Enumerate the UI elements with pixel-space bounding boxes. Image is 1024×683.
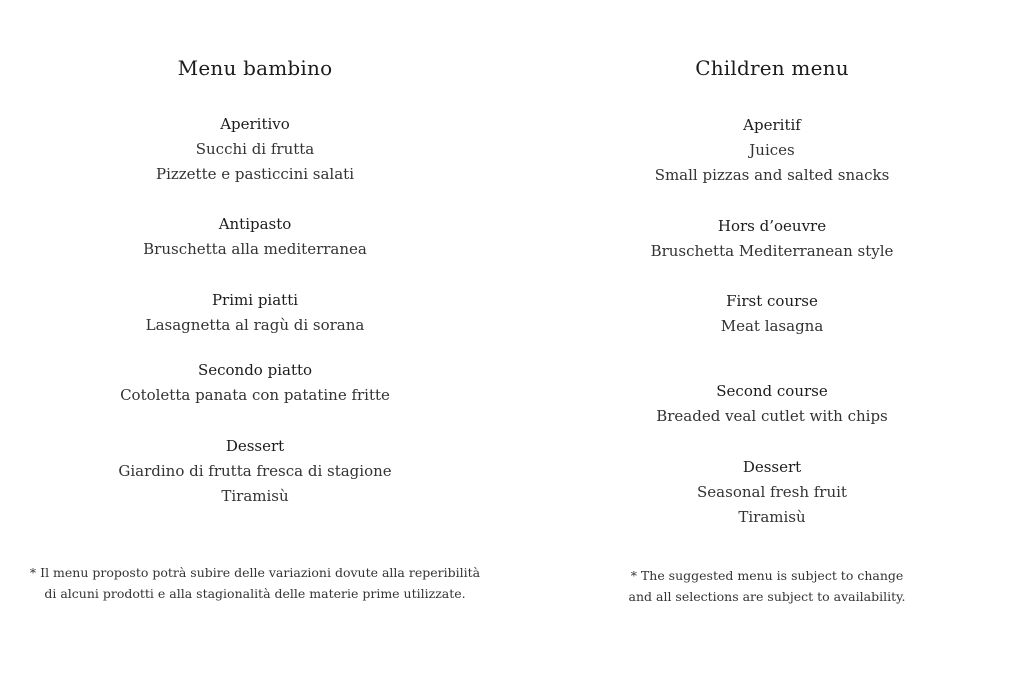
note-line: and all selections are subject to availability. — [628, 589, 906, 604]
section-title: Second course — [716, 382, 828, 400]
section-title: Aperitivo — [220, 115, 290, 133]
menu-item: Bruschetta Mediterranean style — [650, 242, 894, 260]
section-title: Primi piatti — [211, 291, 299, 309]
english-availability-note — [504, 565, 1024, 607]
english-menu-title: Children menu — [695, 56, 849, 80]
english-section-second-course — [514, 379, 1024, 429]
italian-menu-title: Menu bambino — [177, 56, 333, 80]
note-line: * The suggested menu is subject to change — [630, 568, 904, 583]
section-title: Secondo piatto — [197, 361, 313, 379]
menu-item: Lasagnetta al ragù di sorana — [145, 316, 365, 334]
italian-section-aperitivo — [0, 112, 510, 187]
italian-section-antipasto — [0, 212, 510, 262]
english-section-hors-doeuvre — [514, 214, 1024, 264]
section-title: Antipasto — [218, 215, 292, 233]
section-title: Hors d’oeuvre — [717, 217, 827, 235]
section-title: First course — [726, 292, 818, 310]
menu-item: Seasonal fresh fruit — [697, 483, 847, 501]
italian-section-primi-piatti — [0, 288, 510, 338]
section-title: Dessert — [742, 458, 802, 476]
english-section-first-course — [514, 289, 1024, 339]
section-title: Aperitif — [743, 116, 801, 134]
menu-item: Small pizzas and salted snacks — [654, 166, 890, 184]
italian-availability-note — [0, 562, 510, 604]
menu-item: Tiramisù — [738, 508, 806, 526]
menu-item: Bruschetta alla mediterranea — [143, 240, 367, 258]
menu-item: Pizzette e pasticcini salati — [155, 165, 355, 183]
menu-item: Giardino di frutta fresca di stagione — [118, 462, 392, 480]
note-line: * Il menu proposto potrà subire delle variazioni dovute alla reperibilità — [29, 565, 481, 580]
note-line: di alcuni prodotti e alla stagionalità delle materie prime utilizzate. — [44, 586, 466, 601]
menu-item: Meat lasagna — [720, 317, 824, 335]
english-section-aperitif — [514, 113, 1024, 188]
menu-item: Succhi di frutta — [195, 140, 315, 158]
menu-item: Cotoletta panata con patatine fritte — [120, 386, 390, 404]
menu-item: Breaded veal cutlet with chips — [656, 407, 888, 425]
menu-item: Tiramisù — [221, 487, 289, 505]
section-title: Dessert — [225, 437, 285, 455]
italian-section-secondo-piatto — [0, 358, 510, 408]
italian-section-dessert — [0, 434, 510, 509]
english-section-dessert — [514, 455, 1024, 530]
menu-item: Juices — [749, 141, 795, 159]
